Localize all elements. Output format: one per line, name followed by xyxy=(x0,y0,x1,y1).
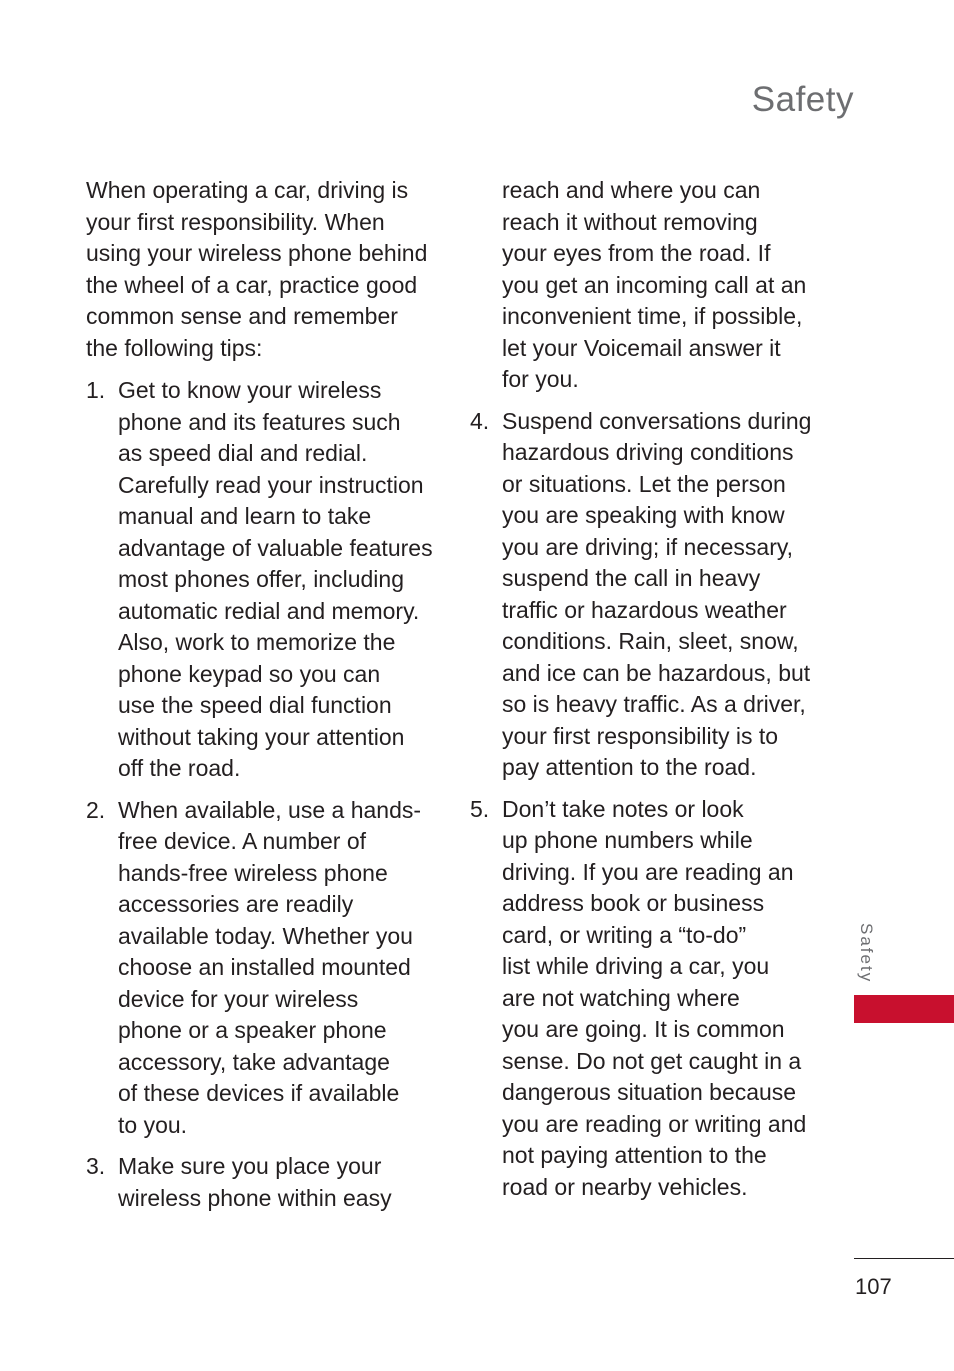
list-item-number: 4. xyxy=(470,407,490,434)
left-column xyxy=(86,175,438,1224)
list-item xyxy=(470,406,822,784)
list-item xyxy=(86,375,438,785)
list-item-number: 5. xyxy=(470,795,490,822)
section-side-label: Safety xyxy=(857,923,876,984)
section-tab-marker xyxy=(854,995,954,1023)
list-item xyxy=(86,795,438,1142)
list-item-number: 3. xyxy=(86,1153,106,1179)
intro-paragraph: When operating a car, driving is your first responsibility. When using your wireless phone behind the wheel of a car, practice good common sense and remember the following tips: xyxy=(86,177,428,361)
list-item-text: Get to know your wireless phone and its features such as speed dial and redial. Carefully read your instruction manual and learn to take advantage of valuable features most phones offer, including automatic redial and memory. Also, work to memorize the phone keypad so you can use the speed dial function without taking your attention off the road. xyxy=(118,377,433,781)
list-item-text: Don’t take notes or look up phone numbers while driving. If you are reading an address book or business card, or writing a “to-do” list while driving a car, you are not watching where you are going. It is common sense. Do not get caught in a dangerous situation because you are reading or writing and not paying attention to the road or nearby vehicles. xyxy=(502,795,807,1200)
list-item-number: 1. xyxy=(86,377,106,403)
list-item-continuation: reach and where you can reach it without removing your eyes from the road. If you get an incoming call at an inconvenient time, if possible, let your Voicemail answer it for you. xyxy=(502,177,807,392)
list-item xyxy=(470,794,822,1204)
list-item-text: Make sure you place your wireless phone within easy xyxy=(118,1153,392,1211)
list-item-text: Suspend conversations during hazardous driving conditions or situations. Let the person you are speaking with know you are driving; if necessary, suspend the call in heavy traffic or hazardous weather conditions. Rain, sleet, snow, and ice can be hazardous, but so is heavy traffic. As a driver, your first responsibility is to pay attention to the road. xyxy=(502,407,812,780)
page-number: 107 xyxy=(855,1274,892,1299)
list-item-number: 2. xyxy=(86,796,106,823)
footer-divider xyxy=(854,1258,954,1259)
right-column xyxy=(470,175,822,1213)
page-title: Safety xyxy=(751,80,854,119)
list-item xyxy=(86,1151,438,1214)
list-item-text: When available, use a hands- free device. A number of hands-free wireless phone accessories are readily available today. Whether you choose an installed mounted device for your wireless phone or a speaker phone accessory, take advantage of these devices if available to you. xyxy=(118,796,422,1138)
